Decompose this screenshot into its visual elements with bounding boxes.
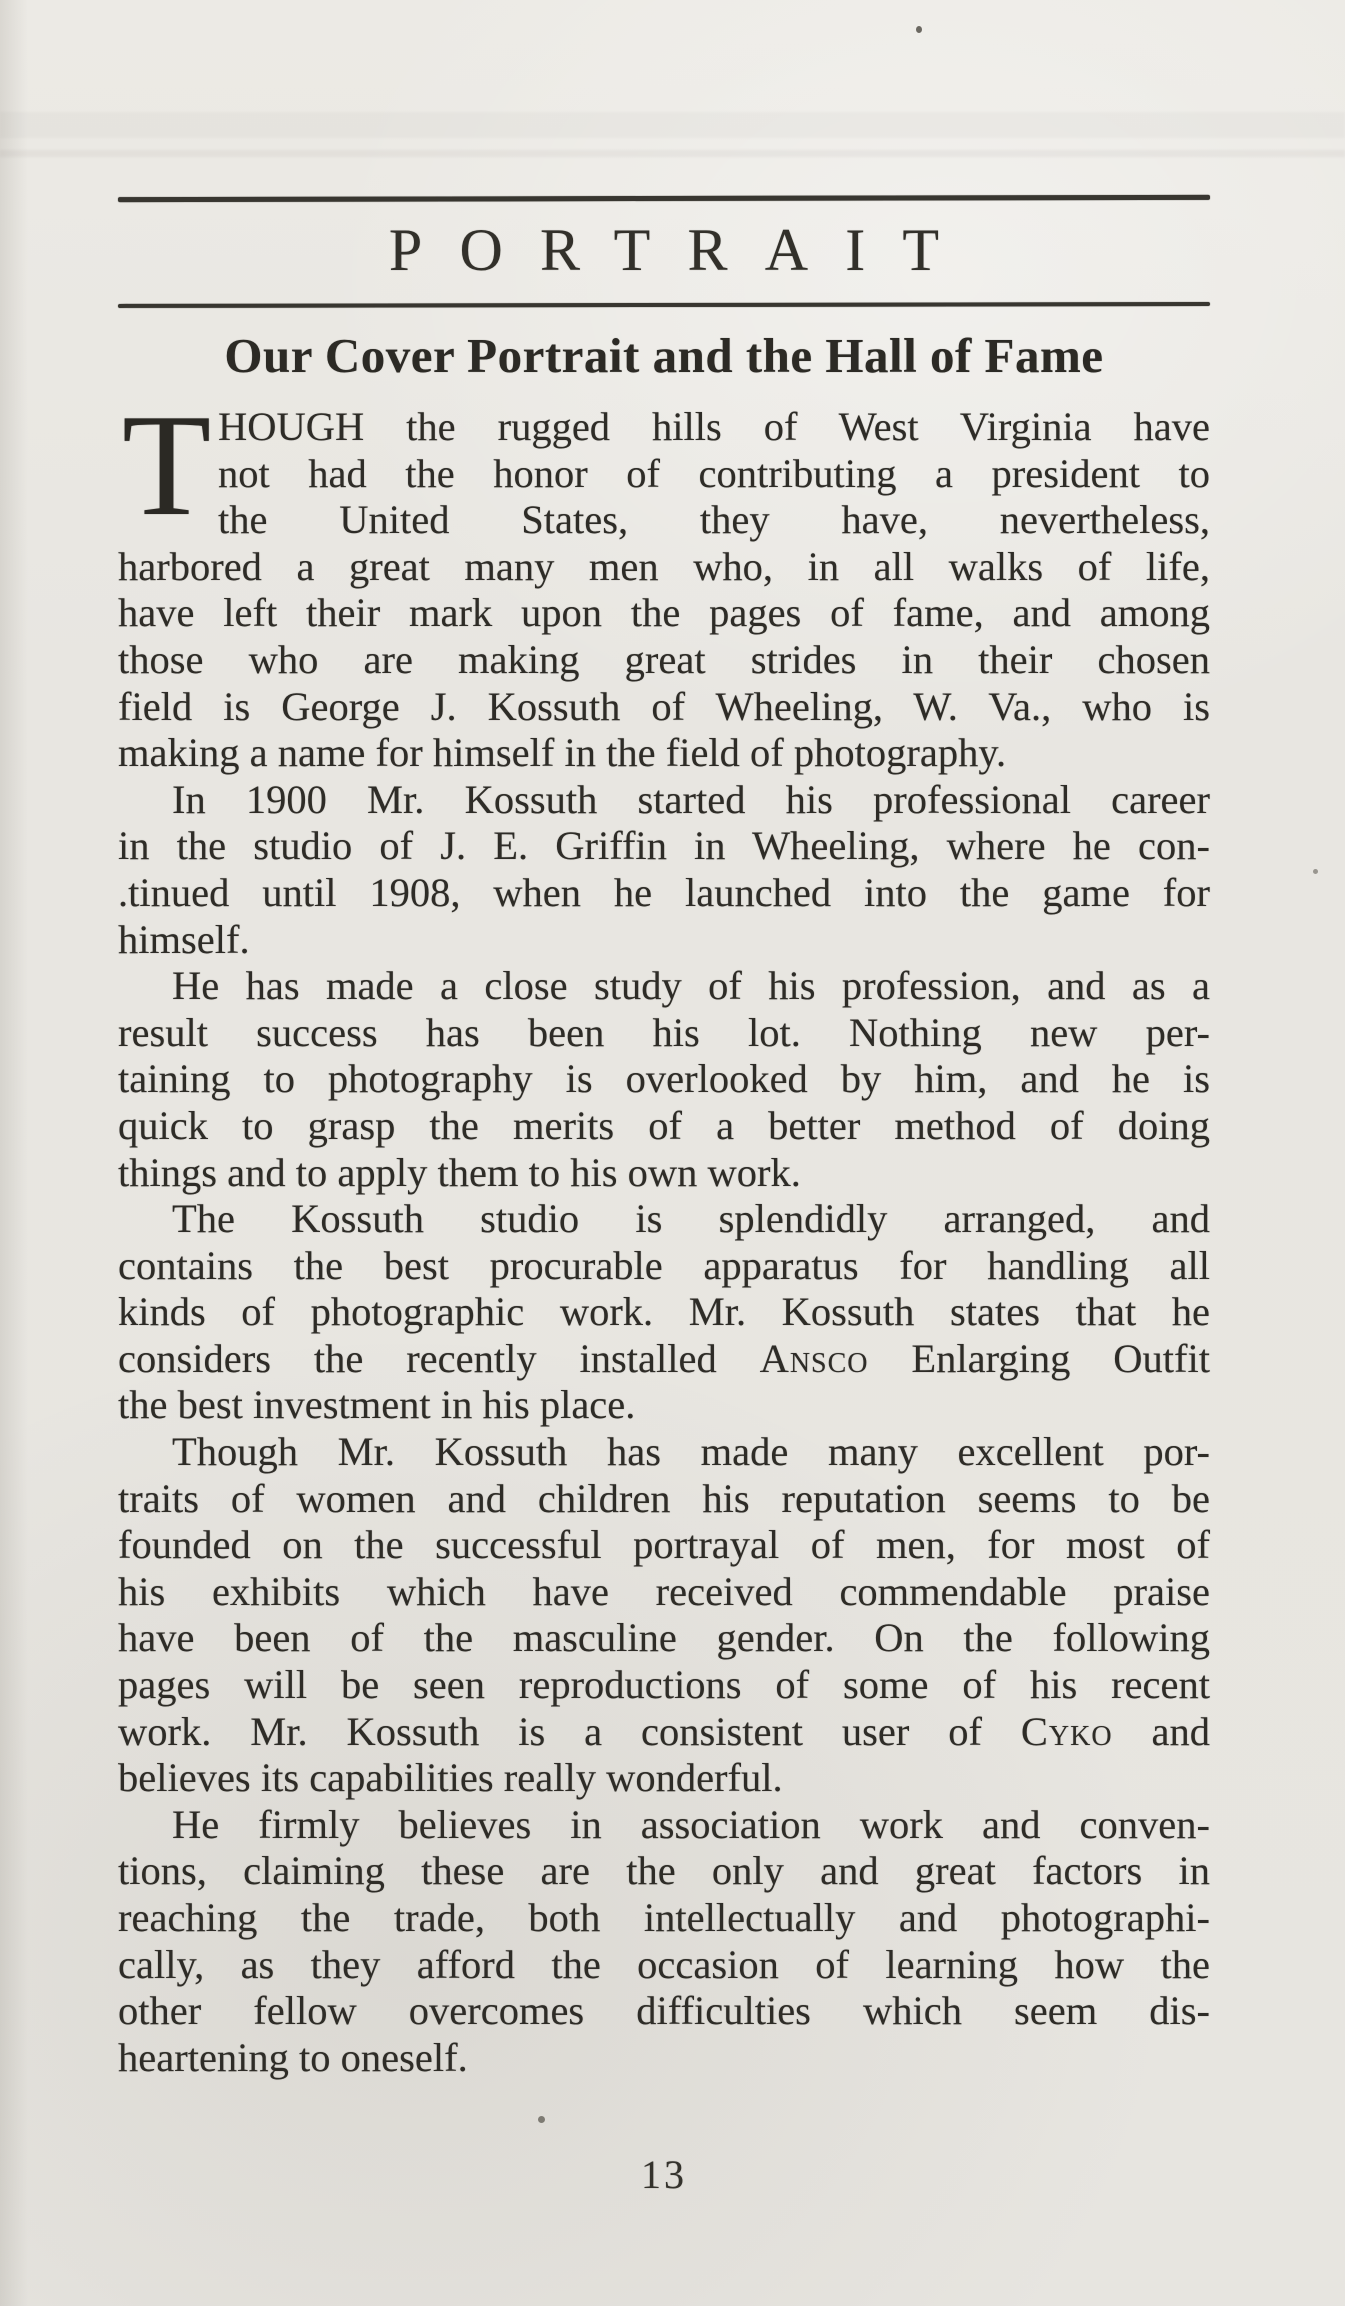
article-body <box>118 384 1210 2081</box>
drop-cap: T <box>122 384 212 546</box>
page-number: 13 <box>641 2152 687 2197</box>
text-line: taining to photography is overlooked by him, and he is <box>118 1056 1210 1102</box>
brand-name-smallcaps: Cyko <box>1020 1708 1113 1754</box>
paragraph <box>118 1802 1210 2082</box>
paragraph <box>118 963 1210 1196</box>
text-line: field is George J. Kossuth of Wheeling, W. Va., who is <box>118 683 1210 729</box>
text-line: have been of the masculine gender. On the following <box>118 1615 1210 1661</box>
text-line: believes its capabilities really wonderful. <box>118 1755 783 1801</box>
masthead-rule-bottom <box>118 302 1210 308</box>
text-line: He has made a close study of his profession, and as a <box>172 963 1210 1009</box>
text-line: The Kossuth studio is splendidly arranged, and <box>172 1196 1210 1242</box>
paragraph <box>118 1196 1210 1429</box>
text-line: not had the honor of contributing a president to <box>218 450 1210 496</box>
paragraph <box>118 384 1210 777</box>
text-line: He firmly believes in association work and conven- <box>172 1801 1210 1847</box>
text-line: the best investment in his place. <box>118 1382 636 1428</box>
paragraph <box>118 1429 1210 1802</box>
ink-speck <box>538 2116 545 2123</box>
text-line: other fellow overcomes difficulties which seem dis- <box>118 1988 1210 2034</box>
text-line: founded on the successful portrayal of men, for most of <box>118 1522 1210 1568</box>
text-line: In 1900 Mr. Kossuth started his professional career <box>172 776 1210 822</box>
text-line: work. Mr. Kossuth is a consistent user of Cyko and <box>118 1708 1210 1754</box>
article-heading: Our Cover Portrait and the Hall of Fame <box>224 328 1104 383</box>
text-line: Though Mr. Kossuth has made many excellent por- <box>172 1429 1210 1475</box>
text-line: considers the recently installed Ansco Enlarging Outfit <box>118 1335 1210 1381</box>
bleed-through-ghost <box>0 112 1345 138</box>
bleed-through-ghost <box>0 150 1345 157</box>
text-line: tions, claiming these are the only and great factors in <box>118 1848 1210 1894</box>
text-line: have left their mark upon the pages of fame, and among <box>118 590 1210 636</box>
text-line: heartening to oneself. <box>118 2034 468 2080</box>
text-line: reaching the trade, both intellectually and photographi- <box>118 1895 1210 1940</box>
text-line: in the studio of J. E. Griffin in Wheeling, where he con- <box>118 823 1210 869</box>
text-line: things and to apply them to his own work. <box>118 1149 801 1195</box>
text-line: HOUGH the rugged hills of West Virginia have <box>218 404 1210 449</box>
masthead-rule-top <box>118 195 1210 202</box>
masthead-title: PORTRAIT <box>388 217 977 283</box>
brand-name-smallcaps: Ansco <box>759 1335 869 1381</box>
text-line: result success has been his lot. Nothing new per- <box>118 1009 1210 1055</box>
text-line: cally, as they afford the occasion of learning how the <box>118 1941 1210 1987</box>
text-line: traits of women and children his reputation seems to be <box>118 1475 1210 1521</box>
ink-speck <box>1313 869 1318 874</box>
text-line: kinds of photographic work. Mr. Kossuth states that he <box>118 1289 1210 1335</box>
text-line: contains the best procurable apparatus for handling all <box>118 1242 1210 1288</box>
text-line: pages will be seen reproductions of some of his recent <box>118 1662 1210 1708</box>
text-line: .tinued until 1908, when he launched into the game for <box>118 869 1210 915</box>
text-line: those who are making great strides in their chosen <box>118 636 1210 682</box>
paragraph <box>118 777 1210 963</box>
text-line: himself. <box>118 916 250 962</box>
ink-speck <box>916 26 922 33</box>
text-line: his exhibits which have received commendable praise <box>118 1568 1210 1614</box>
text-line: quick to grasp the merits of a better method of doing <box>118 1102 1210 1148</box>
text-line: the United States, they have, nevertheless, <box>218 497 1210 543</box>
text-line: making a name for himself in the field of photography. <box>118 730 1007 776</box>
text-line: harbored a great many men who, in all walks of life, <box>118 543 1210 589</box>
